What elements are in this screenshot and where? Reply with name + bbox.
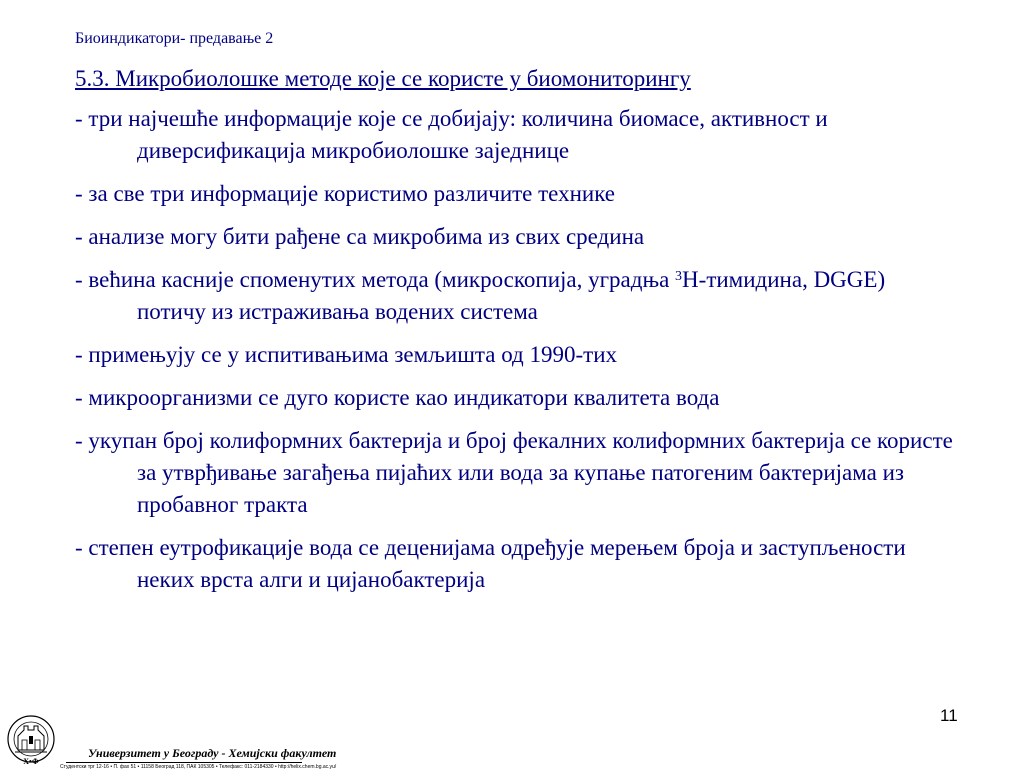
- bullet-item: - анализе могу бити рађене са микробима из свих средина: [75, 224, 645, 249]
- bullet-item: - за све три информације користимо различите технике: [75, 181, 616, 206]
- bullet-item: - укупан број колиформних бактерија и број фекалних колиформних бактерија се користе за утврђивање загађења пијаћих или вода за купање патогеним бактеријама из пробавног тракта: [75, 428, 953, 517]
- bullet-item: - примењују се у испитивањима земљишта од 1990-тих: [75, 342, 618, 367]
- footer: [0, 712, 337, 770]
- university-seal-icon: [6, 714, 56, 768]
- slide-content: [75, 64, 955, 607]
- header-title: Биоиндикатори- предавање 2: [75, 30, 274, 47]
- page-number: 11: [940, 706, 958, 725]
- superscript: 3: [675, 269, 683, 284]
- bullet-item: - микроорганизми се дуго користе као индикатори квалитета вода: [75, 385, 720, 410]
- bullet-text-part: - већина касније споменутих метода (микроскопија, уградња: [75, 267, 676, 292]
- bullet-text-part: H-тимидина, DGGE) потичу из истраживања водених система: [137, 267, 886, 324]
- bullet-item: - степен еутрофикације вода се деценијама одређује мерењем броја и заступљености неких врста алги и цијанобактерија: [75, 535, 906, 592]
- bullet-item: [75, 264, 955, 328]
- footer-divider: [66, 762, 302, 763]
- section-heading: 5.3. Микробиолошке методе које се користе у биомониторингу: [75, 66, 691, 91]
- footer-institution: Универзитет у Београду - Хемијски факултет: [88, 746, 337, 760]
- footer-address: Студентски трг 12-16 • П. фах 51 • 11158 Београд 118, ПАК 105305 • Телефакс: 011-2184330 • http://helix.chem.bg.ac.yu/: [60, 764, 337, 770]
- bullet-item: - три најчешће информације које се добијају: количина биомасе, активност и диверсификација микробиолошке заједнице: [75, 106, 828, 163]
- svg-text:Х•Ф: Х•Ф: [23, 757, 39, 766]
